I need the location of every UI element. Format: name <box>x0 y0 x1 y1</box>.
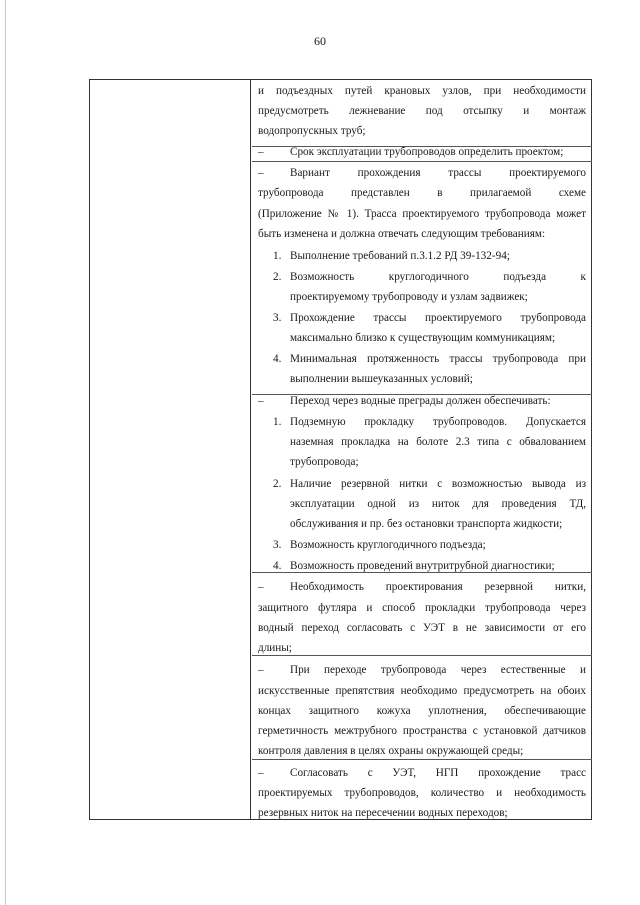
list-item: выполнении вышеуказанных условий; <box>290 373 473 385</box>
list-item: Выполнение требований п.3.1.2 РД 39-132-94; <box>290 250 510 262</box>
text-line: длины; <box>258 642 292 654</box>
text-line: резервных ниток на пересечении водных переходов; <box>258 807 508 819</box>
row-divider <box>252 655 592 656</box>
list-item: Подземную прокладку трубопроводов. Допускается <box>290 416 586 428</box>
list-item: Наличие резервной нитки с возможностью вывода из <box>290 478 586 490</box>
list-number: 1. <box>273 250 282 262</box>
text-line: Вариант прохождения трассы проектируемого <box>290 167 586 179</box>
text-line: Переход через водные преграды должен обеспечивать: <box>290 395 551 407</box>
text-line: концах защитного кожуха уплотнения, обеспечивающие <box>258 705 586 717</box>
text-line: искусственные препятствия необходимо предусмотреть на обоих <box>258 685 586 697</box>
dash-marker: – <box>258 146 264 158</box>
list-item: Возможность круглогодичного подъезда; <box>290 539 486 551</box>
row-divider <box>252 759 592 760</box>
list-item: наземная прокладка на болоте 2.3 типа с обвалованием <box>290 436 586 448</box>
text-line: водный переход согласовать с УЭТ в не зависимости от его <box>258 622 586 634</box>
table-left-column <box>89 80 251 819</box>
text-line: водопропускных труб; <box>258 125 366 137</box>
dash-marker: – <box>258 167 264 179</box>
text-line: герметичность межтрубного пространства с установкой датчиков <box>258 725 586 737</box>
dash-marker: – <box>258 767 264 779</box>
list-number: 4. <box>273 353 282 365</box>
row-divider <box>252 161 592 162</box>
list-item: Возможность проведений внутритрубной диагностики; <box>290 560 555 572</box>
list-item: эксплуатации одной из ниток для проведения ТД, <box>290 498 586 510</box>
list-item: трубопровода; <box>290 456 359 468</box>
text-line: При переходе трубопровода через естественные и <box>290 664 586 676</box>
dash-marker: – <box>258 581 264 593</box>
text-line: трубопровода представлен в прилагаемой схеме <box>258 187 586 199</box>
text-line: проектируемых трубопроводов, количество и необходимость <box>258 787 586 799</box>
list-item: Прохождение трассы проектируемого трубопровода <box>290 312 586 324</box>
list-item: проектируемому трубопроводу и узлам задвижек; <box>290 291 528 303</box>
list-number: 3. <box>273 539 282 551</box>
text-line: Необходимость проектирования резервной нитки, <box>290 581 586 593</box>
text-line: (Приложение № 1). Трасса проектируемого трубопровода может <box>258 208 586 220</box>
list-number: 1. <box>273 416 282 428</box>
text-line: защитного футляра и способ прокладки трубопровода через <box>258 602 586 614</box>
page-edge-line <box>5 0 6 905</box>
text-line: Срок эксплуатации трубопроводов определить проектом; <box>290 146 564 158</box>
list-number: 3. <box>273 312 282 324</box>
list-item: обслуживания и пр. без остановки транспорта жидкости; <box>290 518 563 530</box>
text-line: Согласовать с УЭТ, НГП прохождение трасс <box>290 767 586 779</box>
dash-marker: – <box>258 395 264 407</box>
text-line: контроля давления в целях охраны окружающей среды; <box>258 745 524 757</box>
list-item: Возможность круглогодичного подъезда к <box>290 271 586 283</box>
text-line: предусмотреть лежневание под отсыпку и монтаж <box>258 105 586 117</box>
list-number: 4. <box>273 560 282 572</box>
list-item: максимально близко к существующим коммуникациям; <box>290 332 556 344</box>
text-line: быть изменена и должна отвечать следующим требованиям: <box>258 228 546 240</box>
list-number: 2. <box>273 478 282 490</box>
list-item: Минимальная протяженность трассы трубопровода при <box>290 353 586 365</box>
dash-marker: – <box>258 664 264 676</box>
text-line: и подъездных путей крановых узлов, при необходимости <box>258 85 586 97</box>
page-number: 60 <box>314 34 326 48</box>
list-number: 2. <box>273 271 282 283</box>
